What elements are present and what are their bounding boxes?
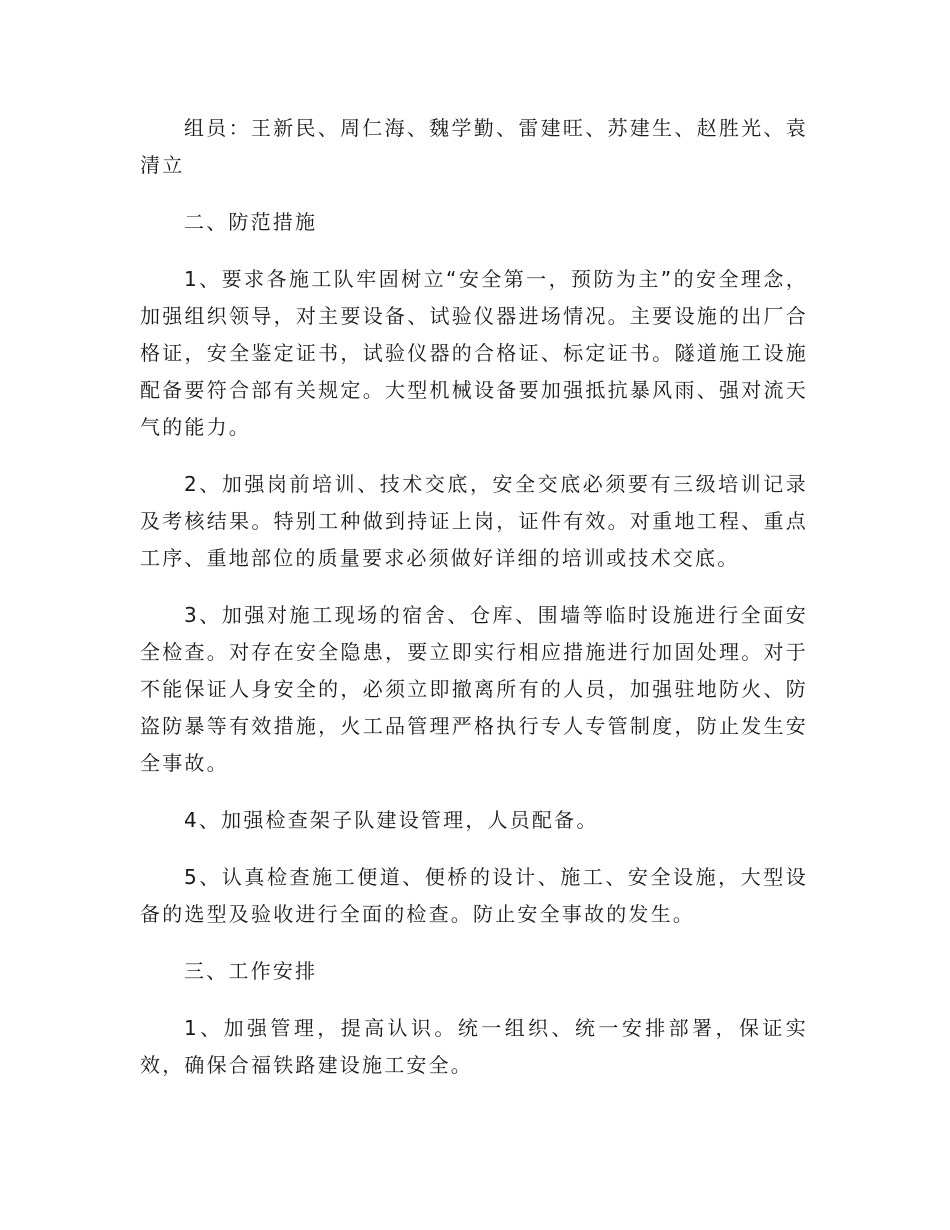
prevention-item-2: 2、加强岗前培训、技术交底，安全交底必须要有三级培训记录及考核结果。特别工种做到持证上岗，证件有效。对重地工程、重点工序、重地部位的质量要求必须做好详细的培训或技术交底。 bbox=[140, 472, 808, 570]
document-body bbox=[140, 110, 808, 1104]
prevention-item-5: 5、认真检查施工便道、便桥的设计、施工、安全设施，大型设备的选型及验收进行全面的检查。防止安全事故的发生。 bbox=[140, 865, 808, 926]
prevention-item-3: 3、加强对施工现场的宿舍、仓库、围墙等临时设施进行全面安全检查。对存在安全隐患，要立即实行相应措施进行加固处理。对于不能保证人身安全的，必须立即撤离所有的人员，加强驻地防火、防盗防暴等有效措施，火工品管理严格执行专人专管制度，防止发生安全事故。 bbox=[140, 603, 808, 775]
section-heading-prevention: 二、防范措施 bbox=[184, 210, 318, 234]
work-plan-item-1: 1、加强管理，提高认识。统一组织、统一安排部署，保证实效，确保合福铁路建设施工安全。 bbox=[140, 1016, 808, 1077]
prevention-item-4: 4、加强检查架子队建设管理，人员配备。 bbox=[184, 808, 599, 832]
prevention-item-1: 1、要求各施工队牢固树立“安全第一，预防为主”的安全理念，加强组织领导，对主要设备、试验仪器进场情况。主要设施的出厂合格证，安全鉴定证书，试验仪器的合格证、标定证书。隧道施工设施配备要符合部有关规定。大型机械设备要加强抵抗暴风雨、强对流天气的能力。 bbox=[140, 267, 808, 439]
section-heading-work-plan: 三、工作安排 bbox=[184, 959, 318, 983]
members-paragraph: 组员：王新民、周仁海、魏学勤、雷建旺、苏建生、赵胜光、袁清立 bbox=[140, 116, 808, 177]
